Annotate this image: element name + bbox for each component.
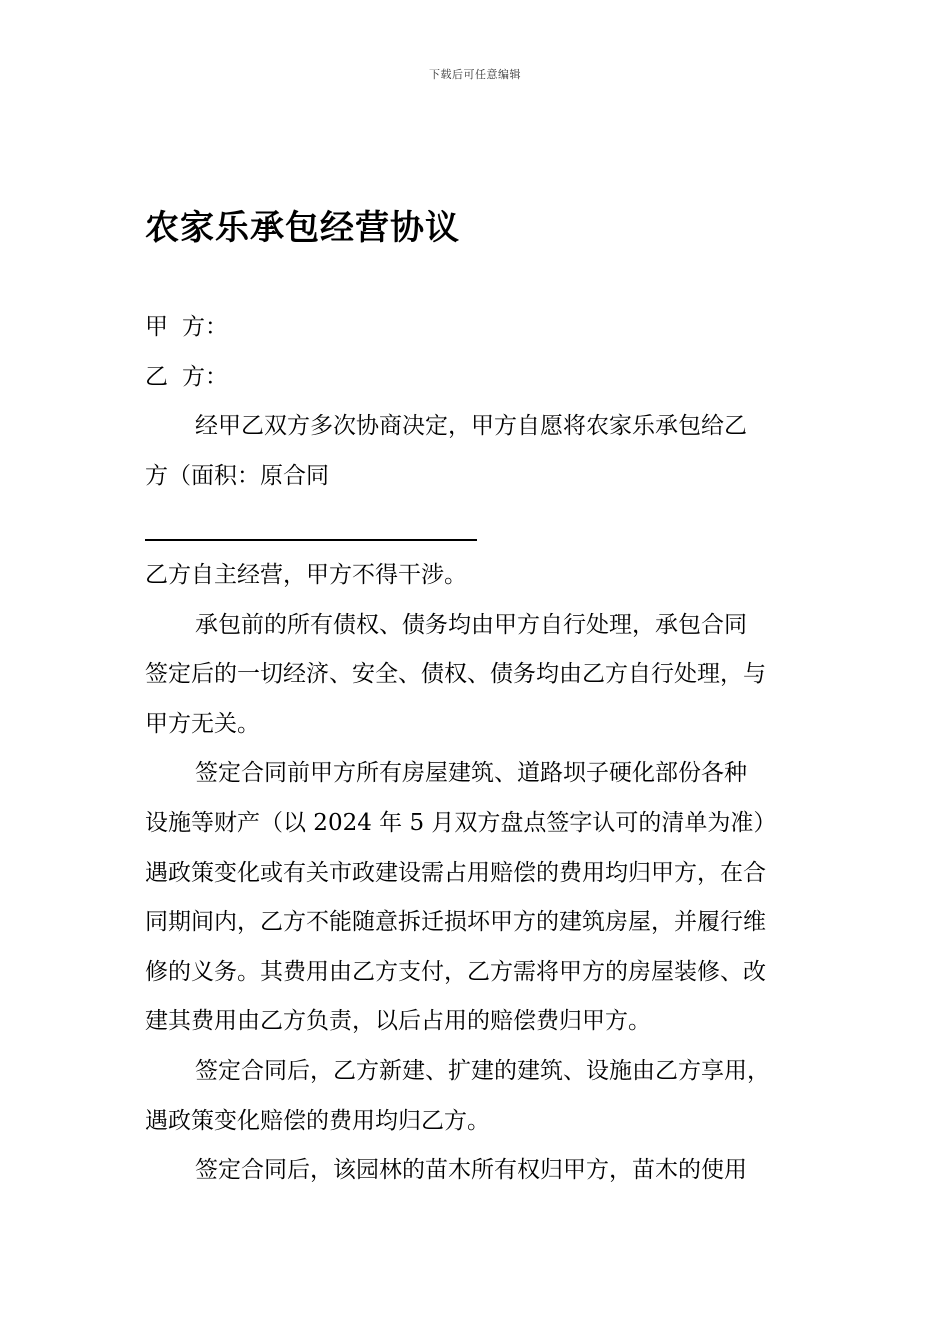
paragraph-line: 修的义务。其费用由乙方支付，乙方需将甲方的房屋装修、改 (145, 958, 766, 985)
document-title: 农家乐承包经营协议 (145, 208, 460, 248)
paragraph-line: 建其费用由乙方负责，以后占用的赔偿费归甲方。 (145, 1008, 651, 1035)
party-a-label: 甲 (145, 314, 168, 340)
paragraph-line: 经甲乙双方多次协商决定，甲方自愿将农家乐承包给乙 (195, 413, 747, 440)
paragraph-line: 签定合同后，乙方新建、扩建的建筑、设施由乙方享用， (195, 1057, 770, 1084)
party-a-suffix: 方： (182, 314, 228, 340)
party-b-line (145, 353, 835, 403)
party-a-line (145, 303, 835, 353)
document-body (145, 303, 835, 1196)
party-b-suffix: 方： (182, 363, 228, 390)
paragraph-line: 承包前的所有债权、债务均由甲方自行处理，承包合同 (195, 611, 747, 638)
paragraph-line: 方（面积：原合同 (145, 462, 329, 489)
paragraph-line: 签定后的一切经济、安全、债权、债务均由乙方自行处理，与 (145, 661, 766, 688)
paragraph-line: 签定合同后，该园林的苗木所有权归甲方，苗木的使用 (195, 1157, 747, 1184)
fill-in-blank-line (145, 501, 835, 551)
paragraph-line: 遇政策变化赔偿的费用均归乙方。 (145, 1107, 490, 1134)
paragraph-line: 设施等财产（以 2024 年 5 月双方盘点签字认可的清单为准） (145, 809, 777, 836)
paragraph-line: 同期间内，乙方不能随意拆迁损坏甲方的建筑房屋，并履行维 (145, 909, 766, 936)
paragraph-line: 甲方无关。 (145, 710, 260, 737)
paragraph-line: 遇政策变化或有关市政建设需占用赔偿的费用均归甲方，在合 (145, 859, 766, 886)
paragraph-line: 乙方自主经营，甲方不得干涉。 (145, 561, 467, 588)
header-note: 下载后可任意编辑 (429, 68, 521, 81)
paragraph-line: 签定合同前甲方所有房屋建筑、道路坝子硬化部份各种 (195, 760, 747, 787)
party-b-label: 乙 (145, 363, 168, 390)
